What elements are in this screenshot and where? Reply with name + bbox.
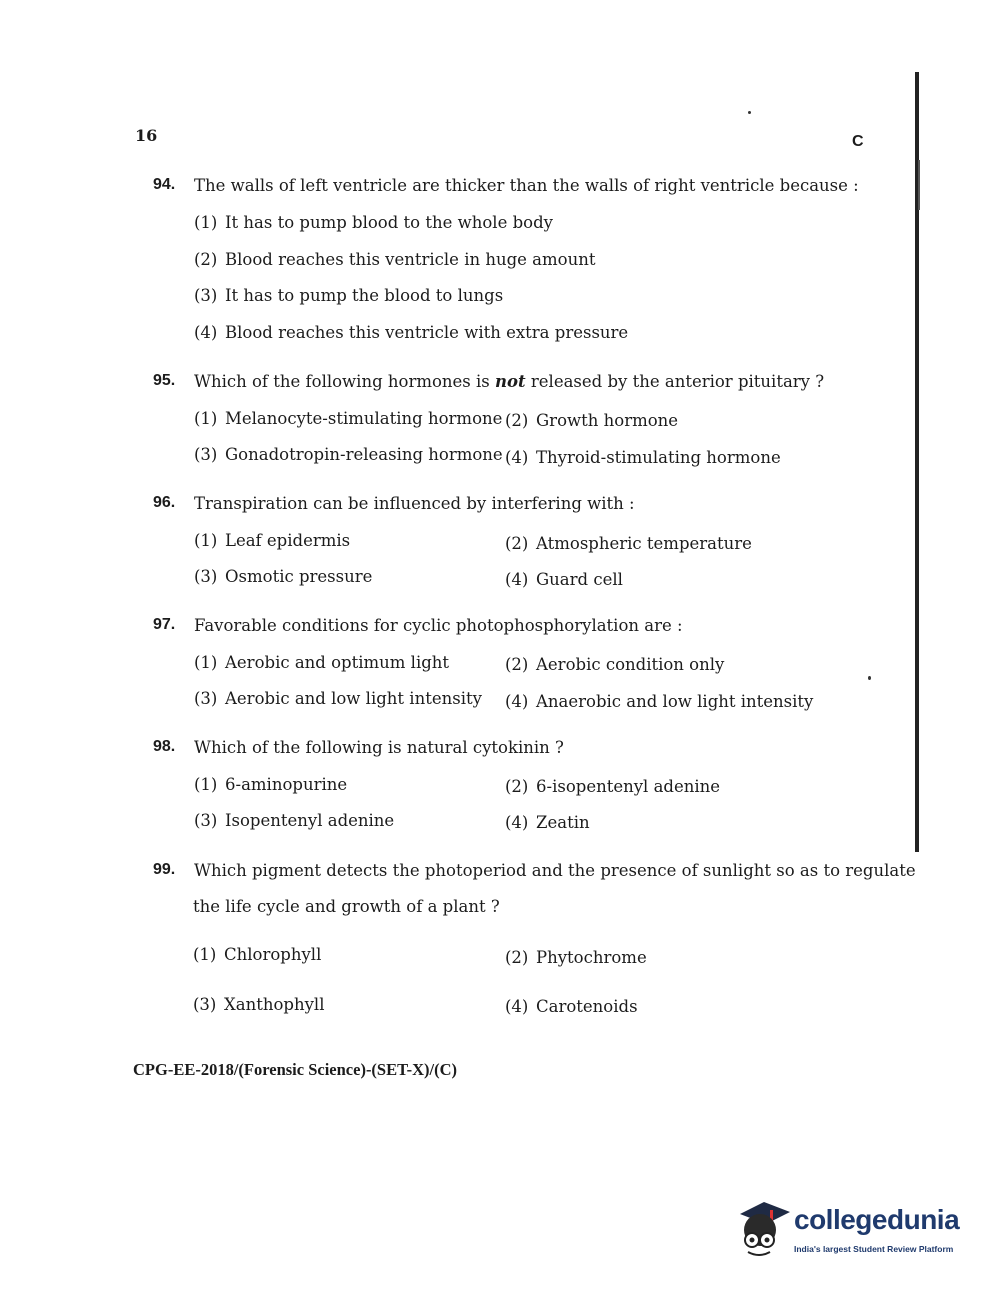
option-text: Blood reaches this ventricle with extra pressure bbox=[225, 323, 629, 342]
option bbox=[194, 653, 449, 672]
option-text: Thyroid-stimulating hormone bbox=[536, 448, 781, 467]
brand-name: collegedunia bbox=[794, 1204, 960, 1235]
option-number: (1) bbox=[194, 531, 218, 550]
question-number: 99. bbox=[153, 861, 176, 878]
option-number: (1) bbox=[193, 945, 217, 964]
option bbox=[505, 448, 781, 467]
option-number: (4) bbox=[505, 692, 529, 711]
question-number: 95. bbox=[153, 372, 176, 389]
option-number: (3) bbox=[194, 811, 218, 830]
option-text: Carotenoids bbox=[536, 997, 638, 1016]
question-text bbox=[194, 372, 824, 391]
option-text: Phytochrome bbox=[536, 948, 647, 967]
option-text: 6-aminopurine bbox=[225, 775, 348, 794]
question-emphasis: not bbox=[495, 372, 526, 391]
option-number: (3) bbox=[194, 445, 218, 464]
set-letter: C bbox=[852, 133, 864, 150]
option bbox=[194, 213, 553, 232]
option-number: (4) bbox=[505, 997, 529, 1016]
option-text: Gonadotropin-releasing hormone bbox=[225, 445, 503, 464]
option bbox=[194, 531, 350, 550]
question-number: 98. bbox=[153, 738, 176, 755]
option-number: (4) bbox=[505, 448, 529, 467]
option bbox=[505, 813, 590, 832]
scan-speck bbox=[868, 676, 871, 680]
question-number: 97. bbox=[153, 616, 176, 633]
option-number: (1) bbox=[194, 213, 218, 232]
option bbox=[505, 655, 724, 674]
option bbox=[505, 411, 678, 430]
option bbox=[505, 692, 813, 711]
option bbox=[194, 286, 503, 305]
option-text: It has to pump blood to the whole body bbox=[225, 213, 553, 232]
page-number: 16 bbox=[135, 126, 158, 145]
option bbox=[194, 409, 502, 428]
option-number: (4) bbox=[194, 323, 218, 342]
option-number: (2) bbox=[194, 250, 218, 269]
option-text: Chlorophyll bbox=[224, 945, 322, 964]
option-number: (2) bbox=[505, 948, 529, 967]
question-text-line-2: the life cycle and growth of a plant ? bbox=[193, 897, 500, 916]
option-number: (1) bbox=[194, 775, 218, 794]
option bbox=[505, 948, 647, 967]
option bbox=[194, 775, 347, 794]
option-number: (2) bbox=[505, 534, 529, 553]
option-text: Guard cell bbox=[536, 570, 623, 589]
question-text: Transpiration can be influenced by interfering with : bbox=[194, 494, 635, 513]
option bbox=[505, 777, 720, 796]
option-text: Isopentenyl adenine bbox=[225, 811, 395, 830]
option bbox=[194, 323, 628, 342]
option-text: Growth hormone bbox=[536, 411, 679, 430]
option bbox=[505, 997, 638, 1016]
question-text-line-1: Which pigment detects the photoperiod and the presence of sunlight so as to regulate bbox=[194, 861, 916, 880]
option-text: Anaerobic and low light intensity bbox=[536, 692, 814, 711]
option bbox=[505, 534, 752, 553]
paper-code-footer: CPG-EE-2018/(Forensic Science)-(SET-X)/(C) bbox=[133, 1060, 457, 1079]
option-number: (3) bbox=[193, 995, 217, 1014]
collegedunia-logo bbox=[734, 1196, 960, 1266]
option-number: (4) bbox=[505, 570, 529, 589]
option-number: (4) bbox=[505, 813, 529, 832]
option-text: It has to pump the blood to lungs bbox=[225, 286, 504, 305]
option-text: Zeatin bbox=[536, 813, 590, 832]
option-number: (3) bbox=[194, 567, 218, 586]
question-text: Which of the following is natural cytokinin ? bbox=[194, 738, 564, 757]
scan-speck bbox=[748, 111, 751, 114]
option-number: (2) bbox=[505, 655, 529, 674]
brand-tagline: India's largest Student Review Platform bbox=[794, 1244, 954, 1254]
option-number: (1) bbox=[194, 409, 218, 428]
option bbox=[193, 995, 324, 1014]
question-text-part: Which of the following hormones is bbox=[194, 372, 496, 391]
option-number: (1) bbox=[194, 653, 218, 672]
option bbox=[194, 811, 394, 830]
scan-edge-mark bbox=[918, 160, 920, 210]
option-number: (2) bbox=[505, 411, 529, 430]
option-number: (3) bbox=[194, 689, 218, 708]
option-number: (2) bbox=[505, 777, 529, 796]
option bbox=[194, 250, 595, 269]
option-text: Aerobic condition only bbox=[536, 655, 725, 674]
option-text: Leaf epidermis bbox=[225, 531, 351, 550]
option bbox=[193, 945, 321, 964]
option bbox=[505, 570, 623, 589]
option-text: Blood reaches this ventricle in huge amount bbox=[225, 250, 596, 269]
question-number: 94. bbox=[153, 176, 176, 193]
option-text: 6-isopentenyl adenine bbox=[536, 777, 721, 796]
question-text-part: released by the anterior pituitary ? bbox=[525, 372, 825, 391]
question-text: The walls of left ventricle are thicker than the walls of right ventricle because : bbox=[194, 176, 859, 195]
option-text: Melanocyte-stimulating hormone bbox=[225, 409, 503, 428]
question-number: 96. bbox=[153, 494, 176, 511]
option bbox=[194, 445, 503, 464]
option-text: Atmospheric temperature bbox=[536, 534, 752, 553]
option-text: Xanthophyll bbox=[224, 995, 325, 1014]
option-text: Aerobic and optimum light bbox=[225, 653, 450, 672]
question-text: Favorable conditions for cyclic photophosphorylation are : bbox=[194, 616, 683, 635]
option-text: Aerobic and low light intensity bbox=[225, 689, 482, 708]
option-text: Osmotic pressure bbox=[225, 567, 373, 586]
option bbox=[194, 689, 482, 708]
option bbox=[194, 567, 372, 586]
mascot-icon bbox=[734, 1196, 792, 1260]
option-number: (3) bbox=[194, 286, 218, 305]
